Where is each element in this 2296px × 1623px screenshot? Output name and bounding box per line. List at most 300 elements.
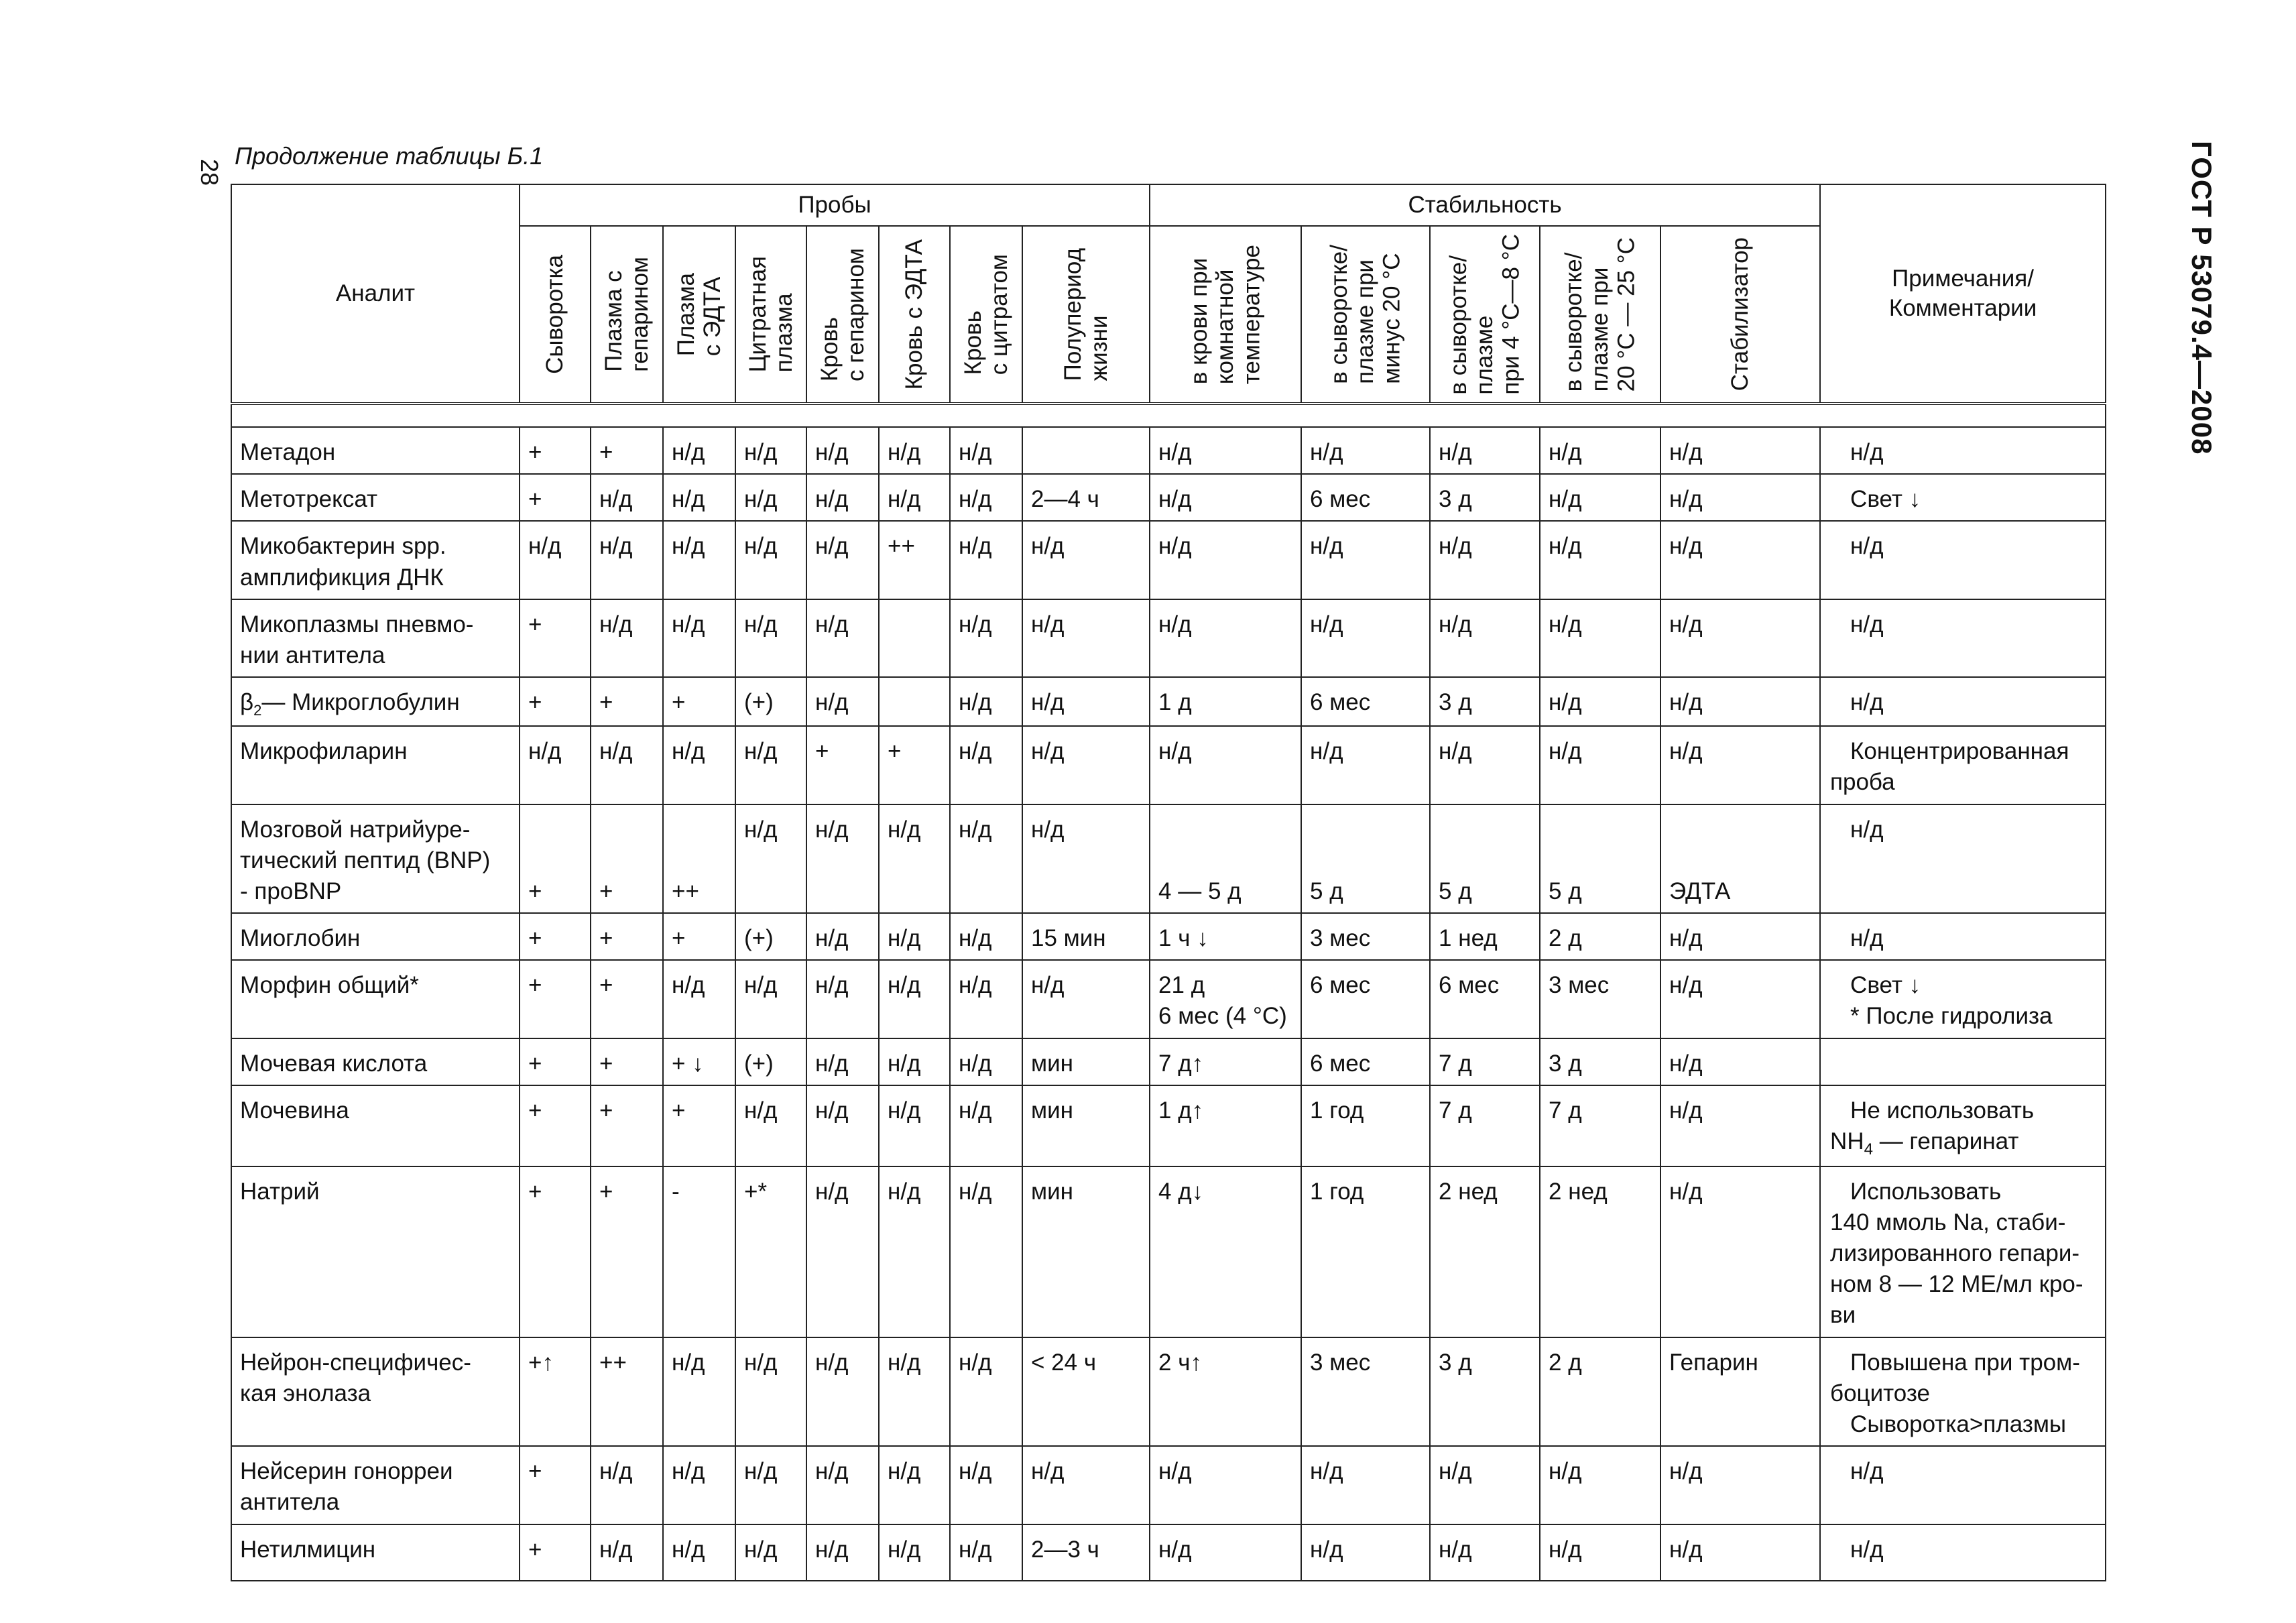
- analyte-cell: [231, 427, 520, 474]
- value-cell: н/д: [735, 960, 806, 1038]
- table-row: [231, 1166, 2106, 1337]
- analyte-line: Микобактерин spp.: [240, 533, 446, 560]
- value-cell: н/д: [591, 1524, 663, 1581]
- value-cell: н/д: [879, 474, 950, 521]
- value-cell: н/д: [1022, 960, 1150, 1038]
- value-cell: н/д: [806, 1085, 879, 1166]
- value-cell: н/д: [1022, 804, 1150, 914]
- value-cell: 3 д: [1430, 474, 1540, 521]
- analyte-cell: [231, 474, 520, 521]
- col-header-line: Кровь: [959, 310, 986, 375]
- value-cell: н/д: [591, 726, 663, 804]
- value-cell: 2—3 ч: [1022, 1524, 1150, 1581]
- analyte-line: Микрофиларин: [240, 738, 408, 765]
- value-cell: н/д: [879, 1446, 950, 1524]
- value-cell: 6 мес: [1301, 677, 1430, 726]
- value-cell: н/д: [1022, 599, 1150, 677]
- stability-group-header: Стабильность: [1150, 184, 1820, 226]
- page-number: 28: [196, 158, 224, 186]
- value-cell: 5 д: [1540, 804, 1660, 914]
- value-cell: н/д: [520, 726, 591, 804]
- col-header-line: минус 20 °C: [1378, 253, 1405, 384]
- value-cell: н/д: [879, 1524, 950, 1581]
- data-table: [231, 184, 2106, 1581]
- value-cell: +: [520, 474, 591, 521]
- header-separator: [231, 404, 2106, 427]
- notes-line: н/д: [1850, 611, 1884, 638]
- value-cell: н/д: [1660, 599, 1820, 677]
- notes-cell: [1820, 913, 2106, 960]
- value-cell: 6 мес: [1301, 1038, 1430, 1085]
- value-cell: н/д: [806, 1337, 879, 1447]
- value-cell: н/д: [735, 474, 806, 521]
- value-cell: н/д: [879, 1038, 950, 1085]
- value-cell: н/д: [735, 1085, 806, 1166]
- notes-line: ви: [1830, 1302, 1856, 1329]
- value-cell: н/д: [806, 474, 879, 521]
- col-header-line: жизни: [1086, 315, 1113, 381]
- value-cell: н/д: [735, 804, 806, 914]
- notes-line: $NH_4$ — гепаринат: [1830, 1128, 2019, 1159]
- value-cell: н/д: [879, 804, 950, 914]
- value-cell: н/д: [1540, 1524, 1660, 1581]
- table-row: [231, 960, 2106, 1038]
- value-line: 6 мес (4 °C): [1158, 1003, 1287, 1030]
- notes-line: Повышена при тром-: [1850, 1349, 2080, 1376]
- value-cell: н/д: [1301, 521, 1430, 599]
- value-cell: н/д: [950, 677, 1022, 726]
- value-cell: н/д: [950, 913, 1022, 960]
- value-cell: < 24 ч: [1022, 1337, 1150, 1447]
- col-header-line: комнатной: [1212, 269, 1239, 385]
- value-cell: н/д: [950, 521, 1022, 599]
- value-cell: н/д: [1150, 521, 1301, 599]
- value-cell: н/д: [950, 1085, 1022, 1166]
- value-cell: +: [520, 1085, 591, 1166]
- value-cell: 2 нед: [1430, 1166, 1540, 1337]
- value-cell: + ↓: [663, 1038, 735, 1085]
- value-cell: 1 ч ↓: [1150, 913, 1301, 960]
- analyte-cell: [231, 1038, 520, 1085]
- notes-cell: [1820, 521, 2106, 599]
- value-cell: н/д: [950, 960, 1022, 1038]
- stability-col-header: [1540, 226, 1660, 404]
- notes-line: Сыворотка>плазмы: [1850, 1411, 2067, 1438]
- value-cell: н/д: [879, 1085, 950, 1166]
- value-cell: 2 д: [1540, 1337, 1660, 1447]
- analyte-cell: [231, 677, 520, 726]
- analyte-cell: [231, 960, 520, 1038]
- value-cell: [1022, 427, 1150, 474]
- value-cell: [879, 599, 950, 677]
- value-cell: н/д: [1430, 521, 1540, 599]
- value-cell: н/д: [1660, 427, 1820, 474]
- value-cell: н/д: [1150, 474, 1301, 521]
- col-header-line: в крови при: [1186, 257, 1213, 385]
- value-cell: н/д: [1660, 1524, 1820, 1581]
- value-cell: н/д: [663, 474, 735, 521]
- value-cell: н/д: [950, 427, 1022, 474]
- sample-col-header: [806, 226, 879, 404]
- col-header-line: Сыворотка: [542, 255, 568, 374]
- value-cell: 4 — 5 д: [1150, 804, 1301, 914]
- value-cell: н/д: [663, 1446, 735, 1524]
- value-cell: н/д: [735, 1446, 806, 1524]
- col-header-line: с цитратом: [986, 253, 1012, 375]
- analyte-line: антитела: [240, 1489, 340, 1516]
- value-cell: +: [520, 1038, 591, 1085]
- value-cell: мин: [1022, 1038, 1150, 1085]
- value-cell: н/д: [735, 1337, 806, 1447]
- value-cell: н/д: [1301, 1446, 1430, 1524]
- value-cell: н/д: [1540, 726, 1660, 804]
- value-cell: н/д: [1301, 1524, 1430, 1581]
- value-cell: 6 мес: [1430, 960, 1540, 1038]
- value-cell: (+): [735, 913, 806, 960]
- col-header-line: при 4 °C—8 °C: [1498, 234, 1524, 395]
- notes-line: ном 8 — 12 МЕ/мл кро-: [1830, 1271, 2083, 1298]
- value-cell: н/д: [1430, 427, 1540, 474]
- value-cell: 1 год: [1301, 1166, 1430, 1337]
- notes-cell: [1820, 804, 2106, 914]
- value-cell: 3 д: [1430, 1337, 1540, 1447]
- table-row: [231, 427, 2106, 474]
- analyte-line: Морфин общий*: [240, 972, 419, 999]
- value-cell: н/д: [735, 427, 806, 474]
- stability-col-header: [1301, 226, 1430, 404]
- sample-col-header: [950, 226, 1022, 404]
- notes-cell: [1820, 677, 2106, 726]
- analyte-line: Метадон: [240, 439, 336, 465]
- col-header-line: плазме при: [1352, 259, 1379, 384]
- col-header-line: Цитратная: [744, 256, 771, 373]
- value-cell: ++: [663, 804, 735, 914]
- analyte-header: Аналит: [231, 184, 520, 404]
- value-cell: н/д: [950, 1446, 1022, 1524]
- value-cell: н/д: [663, 960, 735, 1038]
- value-cell: н/д: [1430, 599, 1540, 677]
- table-row: [231, 474, 2106, 521]
- value-cell: мин: [1022, 1166, 1150, 1337]
- value-cell: н/д: [806, 521, 879, 599]
- analyte-line: Натрий: [240, 1178, 320, 1205]
- notes-line: Не использовать: [1850, 1097, 2035, 1124]
- table-row: [231, 1337, 2106, 1447]
- analyte-cell: [231, 1166, 520, 1337]
- value-cell: н/д: [950, 1524, 1022, 1581]
- notes-line: н/д: [1850, 689, 1884, 716]
- value-cell: +: [663, 913, 735, 960]
- value-cell: н/д: [1430, 726, 1540, 804]
- value-cell: -: [663, 1166, 735, 1337]
- value-cell: н/д: [1022, 1446, 1150, 1524]
- col-header-line: 20 °C — 25 °C: [1613, 237, 1640, 392]
- value-cell: 7 д: [1430, 1085, 1540, 1166]
- value-cell: ++: [879, 521, 950, 599]
- notes-line: * После гидролиза: [1850, 1003, 2053, 1030]
- analyte-cell: [231, 521, 520, 599]
- value-cell: +: [520, 1524, 591, 1581]
- notes-line: Использовать: [1850, 1178, 2002, 1205]
- notes-line: Концентрированная: [1850, 738, 2069, 765]
- notes-line: н/д: [1850, 925, 1884, 952]
- value-cell: мин: [1022, 1085, 1150, 1166]
- analyte-line: Миоглобин: [240, 925, 361, 952]
- value-cell: н/д: [806, 913, 879, 960]
- value-cell: н/д: [663, 427, 735, 474]
- analyte-line: тический пептид (BNP): [240, 847, 491, 874]
- value-cell: н/д: [950, 474, 1022, 521]
- table-row: [231, 913, 2106, 960]
- col-header-line: Стабилизатор: [1727, 237, 1754, 392]
- value-cell: 7 д↑: [1150, 1038, 1301, 1085]
- value-cell: н/д: [663, 599, 735, 677]
- value-cell: +↑: [520, 1337, 591, 1447]
- notes-line: Свет ↓: [1850, 486, 1921, 513]
- value-cell: н/д: [1301, 599, 1430, 677]
- value-cell: н/д: [1660, 521, 1820, 599]
- col-header-line: Плазма: [672, 272, 699, 357]
- value-cell: н/д: [879, 1166, 950, 1337]
- value-cell: н/д: [663, 521, 735, 599]
- value-cell: н/д: [1430, 1446, 1540, 1524]
- value-cell: н/д: [1022, 677, 1150, 726]
- table-row: [231, 1524, 2106, 1581]
- analyte-line: Нейрон-специфичес-: [240, 1349, 471, 1376]
- analyte-line: Метотрексат: [240, 486, 378, 513]
- notes-cell: [1820, 1038, 2106, 1085]
- value-cell: +: [591, 960, 663, 1038]
- value-cell: +: [520, 960, 591, 1038]
- value-cell: +: [520, 1166, 591, 1337]
- sample-col-header: [591, 226, 663, 404]
- samples-group-header: Пробы: [520, 184, 1150, 226]
- value-cell: н/д: [879, 427, 950, 474]
- value-cell: 5 д: [1430, 804, 1540, 914]
- col-header-line: Полупериод: [1059, 247, 1086, 381]
- notes-cell: [1820, 1446, 2106, 1524]
- value-cell: н/д: [735, 1524, 806, 1581]
- value-cell: 2 ч↑: [1150, 1337, 1301, 1447]
- value-cell: Гепарин: [1660, 1337, 1820, 1447]
- table-row: [231, 521, 2106, 599]
- value-cell: 2 д: [1540, 913, 1660, 960]
- col-header-line: плазма: [771, 293, 797, 373]
- sample-col-header: [735, 226, 806, 404]
- value-cell: 3 мес: [1301, 913, 1430, 960]
- value-cell: 15 мин: [1022, 913, 1150, 960]
- value-cell: +: [663, 1085, 735, 1166]
- value-cell: 7 д: [1430, 1038, 1540, 1085]
- value-cell: н/д: [591, 599, 663, 677]
- value-cell: н/д: [806, 1524, 879, 1581]
- value-cell: н/д: [591, 521, 663, 599]
- value-cell: [1150, 960, 1301, 1038]
- table-row: [231, 599, 2106, 677]
- value-cell: н/д: [1660, 1446, 1820, 1524]
- value-cell: н/д: [1540, 427, 1660, 474]
- analyte-cell: [231, 726, 520, 804]
- notes-cell: [1820, 1166, 2106, 1337]
- value-cell: н/д: [950, 804, 1022, 914]
- value-cell: н/д: [663, 1337, 735, 1447]
- col-header-line: с ЭДТА: [699, 276, 725, 357]
- value-cell: +: [591, 1085, 663, 1166]
- value-cell: +: [591, 427, 663, 474]
- col-header-line: Плазма с: [600, 270, 627, 372]
- value-cell: 3 д: [1430, 677, 1540, 726]
- table-caption: Продолжение таблицы Б.1: [235, 142, 544, 170]
- stability-col-header: [1660, 226, 1820, 404]
- value-cell: н/д: [735, 726, 806, 804]
- value-cell: [879, 677, 950, 726]
- value-cell: +: [520, 677, 591, 726]
- col-header-line: Кровь: [816, 316, 843, 381]
- value-cell: н/д: [1660, 913, 1820, 960]
- value-cell: +: [520, 913, 591, 960]
- value-cell: +: [520, 427, 591, 474]
- stability-col-header: [1150, 226, 1301, 404]
- analyte-cell: [231, 1446, 520, 1524]
- analyte-cell: [231, 599, 520, 677]
- value-cell: н/д: [1660, 726, 1820, 804]
- analyte-cell: [231, 804, 520, 914]
- analyte-line: Мочевая кислота: [240, 1050, 428, 1077]
- analyte-line: Мозговой натрийуре-: [240, 816, 471, 843]
- value-cell: 6 мес: [1301, 960, 1430, 1038]
- value-cell: 1 д: [1150, 677, 1301, 726]
- value-cell: н/д: [806, 1446, 879, 1524]
- value-cell: н/д: [1540, 677, 1660, 726]
- notes-cell: [1820, 726, 2106, 804]
- value-cell: н/д: [1022, 726, 1150, 804]
- value-cell: 3 д: [1540, 1038, 1660, 1085]
- notes-header: [1820, 184, 2106, 404]
- value-cell: н/д: [879, 960, 950, 1038]
- value-cell: +: [591, 913, 663, 960]
- analyte-line: нии антитела: [240, 642, 385, 668]
- analyte-cell: [231, 1524, 520, 1581]
- value-cell: +: [879, 726, 950, 804]
- value-cell: н/д: [1660, 1038, 1820, 1085]
- value-cell: н/д: [806, 677, 879, 726]
- value-cell: (+): [735, 1038, 806, 1085]
- notes-cell: [1820, 1337, 2106, 1447]
- value-cell: н/д: [1660, 1166, 1820, 1337]
- notes-line: н/д: [1850, 1458, 1884, 1485]
- notes-line: н/д: [1850, 816, 1884, 843]
- value-cell: н/д: [1540, 599, 1660, 677]
- notes-line: н/д: [1850, 1536, 1884, 1563]
- analyte-line: $\beta_2—$ Микроглобулин: [240, 689, 460, 719]
- value-cell: +: [520, 1446, 591, 1524]
- value-cell: н/д: [1540, 521, 1660, 599]
- value-cell: н/д: [1660, 677, 1820, 726]
- value-cell: 6 мес: [1301, 474, 1430, 521]
- value-cell: н/д: [1430, 1524, 1540, 1581]
- notes-line: проба: [1830, 769, 1895, 796]
- notes-cell: [1820, 474, 2106, 521]
- col-header-line: плазме: [1471, 315, 1498, 395]
- value-cell: ЭДТА: [1660, 804, 1820, 914]
- value-cell: н/д: [591, 474, 663, 521]
- table-row: [231, 1038, 2106, 1085]
- value-cell: н/д: [950, 1166, 1022, 1337]
- value-cell: н/д: [806, 960, 879, 1038]
- value-cell: н/д: [1150, 427, 1301, 474]
- value-cell: н/д: [950, 726, 1022, 804]
- table-row: [231, 677, 2106, 726]
- value-cell: (+): [735, 677, 806, 726]
- value-cell: н/д: [1022, 521, 1150, 599]
- notes-line: н/д: [1850, 439, 1884, 465]
- col-header-line: в сыворотке/: [1445, 255, 1472, 395]
- notes-cell: [1820, 960, 2106, 1038]
- value-cell: н/д: [591, 1446, 663, 1524]
- col-header-line: гепарином: [627, 257, 653, 372]
- notes-line: боцитозе: [1830, 1380, 1930, 1406]
- sample-col-header: [879, 226, 950, 404]
- value-cell: н/д: [1150, 1446, 1301, 1524]
- value-cell: н/д: [1150, 1524, 1301, 1581]
- value-cell: +: [591, 1038, 663, 1085]
- analyte-line: Нейсерин гонорреи: [240, 1458, 453, 1485]
- stability-col-header: [1430, 226, 1540, 404]
- value-cell: н/д: [950, 1038, 1022, 1085]
- value-line: 21 д: [1158, 972, 1205, 999]
- value-cell: 3 мес: [1540, 960, 1660, 1038]
- standard-code: ГОСТ Р 53079.4—2008: [2186, 141, 2218, 455]
- value-cell: 7 д: [1540, 1085, 1660, 1166]
- value-cell: +: [806, 726, 879, 804]
- value-cell: н/д: [1660, 1085, 1820, 1166]
- value-cell: 5 д: [1301, 804, 1430, 914]
- col-header-line: температуре: [1238, 244, 1265, 385]
- value-cell: н/д: [879, 913, 950, 960]
- value-cell: +: [591, 804, 663, 914]
- notes-cell: [1820, 1524, 2106, 1581]
- value-cell: н/д: [1150, 599, 1301, 677]
- value-cell: н/д: [1540, 1446, 1660, 1524]
- analyte-line: Нетилмицин: [240, 1536, 376, 1563]
- value-cell: 3 мес: [1301, 1337, 1430, 1447]
- notes-line: н/д: [1850, 533, 1884, 560]
- col-header-line: плазме при: [1587, 267, 1614, 392]
- sample-col-header: [1022, 226, 1150, 404]
- value-cell: +: [591, 1166, 663, 1337]
- value-cell: н/д: [1150, 726, 1301, 804]
- value-cell: н/д: [735, 521, 806, 599]
- notes-cell: [1820, 427, 2106, 474]
- analyte-line: амплификция ДНК: [240, 564, 444, 591]
- value-cell: н/д: [1540, 474, 1660, 521]
- value-cell: н/д: [663, 1524, 735, 1581]
- analyte-line: кая энолаза: [240, 1380, 371, 1406]
- notes-cell: [1820, 599, 2106, 677]
- table-row: [231, 804, 2106, 914]
- value-cell: н/д: [1301, 427, 1430, 474]
- value-cell: н/д: [1301, 726, 1430, 804]
- notes-line: лизированного гепари-: [1830, 1240, 2080, 1267]
- analyte-cell: [231, 1337, 520, 1447]
- value-cell: 1 год: [1301, 1085, 1430, 1166]
- value-cell: 1 д↑: [1150, 1085, 1301, 1166]
- value-cell: 2 нед: [1540, 1166, 1660, 1337]
- value-cell: н/д: [520, 521, 591, 599]
- analyte-cell: [231, 1085, 520, 1166]
- value-cell: н/д: [735, 599, 806, 677]
- value-cell: н/д: [1660, 960, 1820, 1038]
